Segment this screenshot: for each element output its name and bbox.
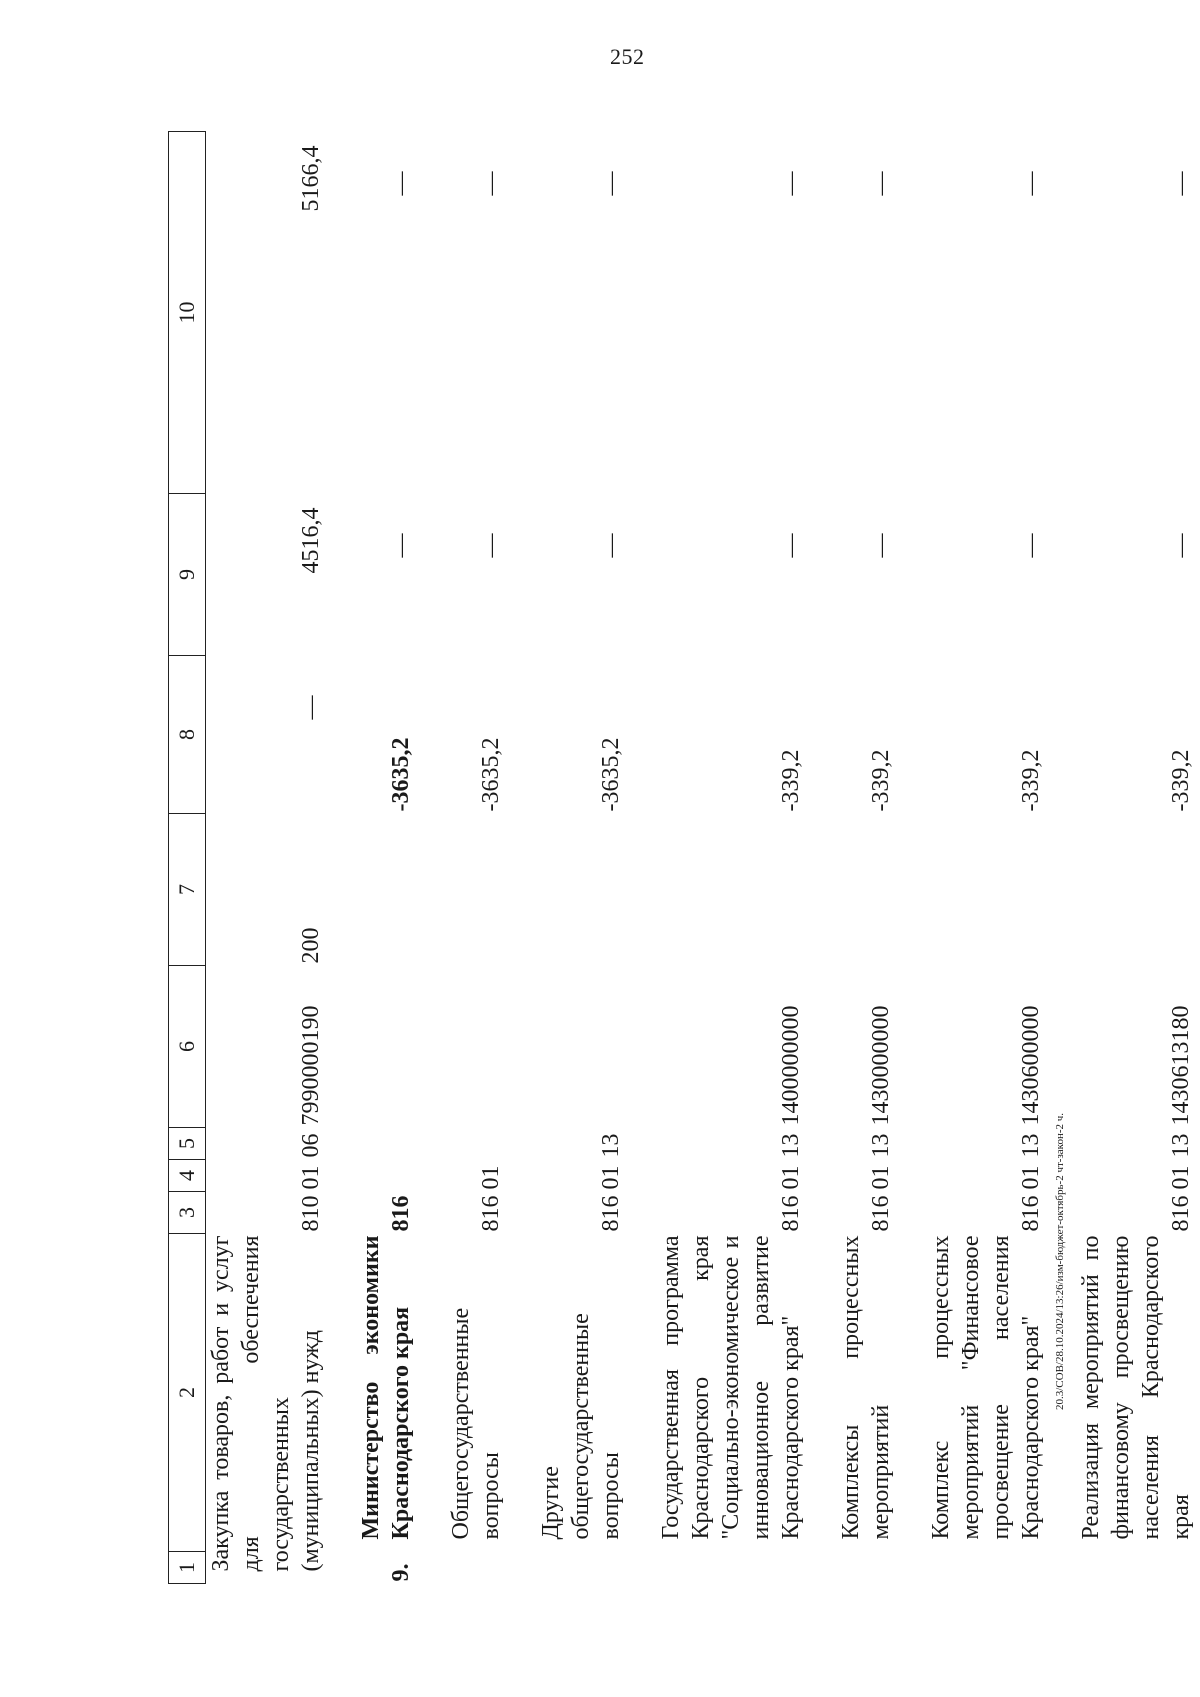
cell-col-10: 5166,4 — [298, 145, 324, 212]
cell-col-8: -3635,2 — [598, 737, 624, 812]
table-row — [656, 132, 806, 1584]
cell-col-3: 816 — [1018, 1195, 1044, 1232]
cell-col-5: 13 — [868, 1133, 894, 1158]
cell-col-8: -339,2 — [1168, 749, 1194, 812]
header-col-2: 2 — [169, 1234, 206, 1552]
cell-col-9: — — [1018, 533, 1044, 558]
cell-col-6: 1430000000 — [868, 1005, 894, 1126]
header-col-5: 5 — [169, 1128, 206, 1160]
cell-col-10: — — [1018, 171, 1044, 196]
cell-col-4: 01 — [478, 1165, 504, 1190]
row-name: Закупка товаров, работ и услуг для обеспечения государственных (муниципальных) нужд — [208, 1235, 324, 1572]
cell-col-5 — [446, 1128, 506, 1160]
document-footer-code: 20.3/СОВ/28.10.2024/13:26/изм-бюджет-октябрь-2 чт-закон-2 ч. — [1054, 1112, 1066, 1410]
cell-col-10: — — [868, 171, 894, 196]
cell-col-10: — — [1168, 171, 1194, 196]
table-row — [536, 132, 626, 1584]
cell-col-4: 01 — [778, 1165, 804, 1190]
header-col-8: 8 — [169, 656, 206, 814]
cell-col-8: -339,2 — [778, 749, 804, 812]
budget-table — [168, 131, 1196, 1584]
cell-col-5 — [356, 1128, 416, 1160]
cell-col-7 — [836, 814, 896, 966]
cell-col-7 — [656, 814, 806, 966]
row-name: Комплекс процессных мероприятий "Финансовое просвещение населения Краснодарского края" — [928, 1235, 1044, 1540]
cell-col-10: — — [478, 171, 504, 196]
table-header — [169, 132, 206, 1584]
cell-col-8: -3635,2 — [478, 737, 504, 812]
page-number: 252 — [610, 44, 645, 69]
cell-col-7: 200 — [298, 927, 324, 964]
cell-col-9: — — [778, 533, 804, 558]
table-body — [206, 132, 1197, 1584]
rotated-document-sheet — [0, 97, 1200, 1697]
cell-col-3: 816 — [868, 1195, 894, 1232]
cell-col-9: — — [868, 533, 894, 558]
cell-col-5: 06 — [298, 1133, 324, 1158]
row-name: Государственная программа Краснодарского края "Социально-экономическое и инновационное развитие Краснодарского края" — [658, 1235, 804, 1540]
cell-col-7 — [446, 814, 506, 966]
cell-col-3: 816 — [388, 1195, 414, 1232]
header-col-3: 3 — [169, 1192, 206, 1234]
cell-col-4 — [356, 1160, 416, 1192]
table-row — [836, 132, 896, 1584]
cell-col-8: -339,2 — [1018, 749, 1044, 812]
cell-col-10: — — [598, 171, 624, 196]
cell-col-8: -339,2 — [868, 749, 894, 812]
cell-col-6: 1430613180 — [1168, 1005, 1194, 1126]
cell-col-5: 13 — [1168, 1133, 1194, 1158]
cell-col-6 — [446, 966, 506, 1128]
cell-col-8: -3635,2 — [388, 737, 414, 812]
header-col-6: 6 — [169, 966, 206, 1128]
header-col-7: 7 — [169, 814, 206, 966]
table-row — [1076, 132, 1196, 1584]
cell-col-6: 1430600000 — [1018, 1005, 1044, 1126]
header-col-9: 9 — [169, 494, 206, 656]
cell-col-6 — [356, 966, 416, 1128]
cell-col-9: 4516,4 — [298, 507, 324, 574]
cell-col-9: — — [388, 533, 414, 558]
row-name: Общегосударственные вопросы — [448, 1307, 504, 1540]
cell-col-3: 816 — [778, 1195, 804, 1232]
header-col-1: 1 — [169, 1552, 206, 1584]
cell-col-3: 816 — [1168, 1195, 1194, 1232]
header-row — [169, 132, 206, 1584]
cell-col-5: 13 — [598, 1133, 624, 1158]
cell-col-4: 01 — [298, 1165, 324, 1190]
header-col-10: 10 — [169, 132, 206, 494]
table-row — [206, 132, 327, 1584]
cell-col-4: 01 — [598, 1165, 624, 1190]
cell-col-4: 01 — [868, 1165, 894, 1190]
cell-col-6: 1400000000 — [778, 1005, 804, 1126]
cell-col-3: 816 — [478, 1195, 504, 1232]
row-name: Комплексы процессных мероприятий — [838, 1235, 894, 1540]
row-name: Министерство экономики Краснодарского края — [358, 1235, 414, 1540]
cell-col-4: 01 — [1018, 1165, 1044, 1190]
cell-col-5: 13 — [1018, 1133, 1044, 1158]
cell-col-7 — [536, 814, 626, 966]
cell-col-4: 01 — [1168, 1165, 1194, 1190]
cell-col-9: — — [598, 533, 624, 558]
table-row — [356, 132, 416, 1584]
cell-col-9: — — [478, 533, 504, 558]
row-name: Другие общегосударственные вопросы — [538, 1313, 624, 1540]
row-number: 9. — [388, 1563, 414, 1582]
cell-col-6 — [536, 966, 626, 1128]
cell-col-3: 810 — [298, 1195, 324, 1232]
cell-col-7 — [926, 814, 1046, 966]
row-name: Реализация мероприятий по финансовому просвещению населения Краснодарского края — [1078, 1235, 1194, 1540]
cell-col-3: 816 — [598, 1195, 624, 1232]
cell-col-5: 13 — [778, 1133, 804, 1158]
cell-col-10: — — [778, 171, 804, 196]
table-row — [446, 132, 506, 1584]
table-row — [926, 132, 1046, 1584]
cell-col-7 — [1076, 814, 1196, 966]
cell-col-9: — — [1168, 533, 1194, 558]
cell-col-8: — — [298, 695, 324, 720]
cell-col-10: — — [388, 171, 414, 196]
cell-col-7 — [356, 814, 416, 966]
cell-col-6: 7990000190 — [298, 1005, 324, 1126]
header-col-4: 4 — [169, 1160, 206, 1192]
